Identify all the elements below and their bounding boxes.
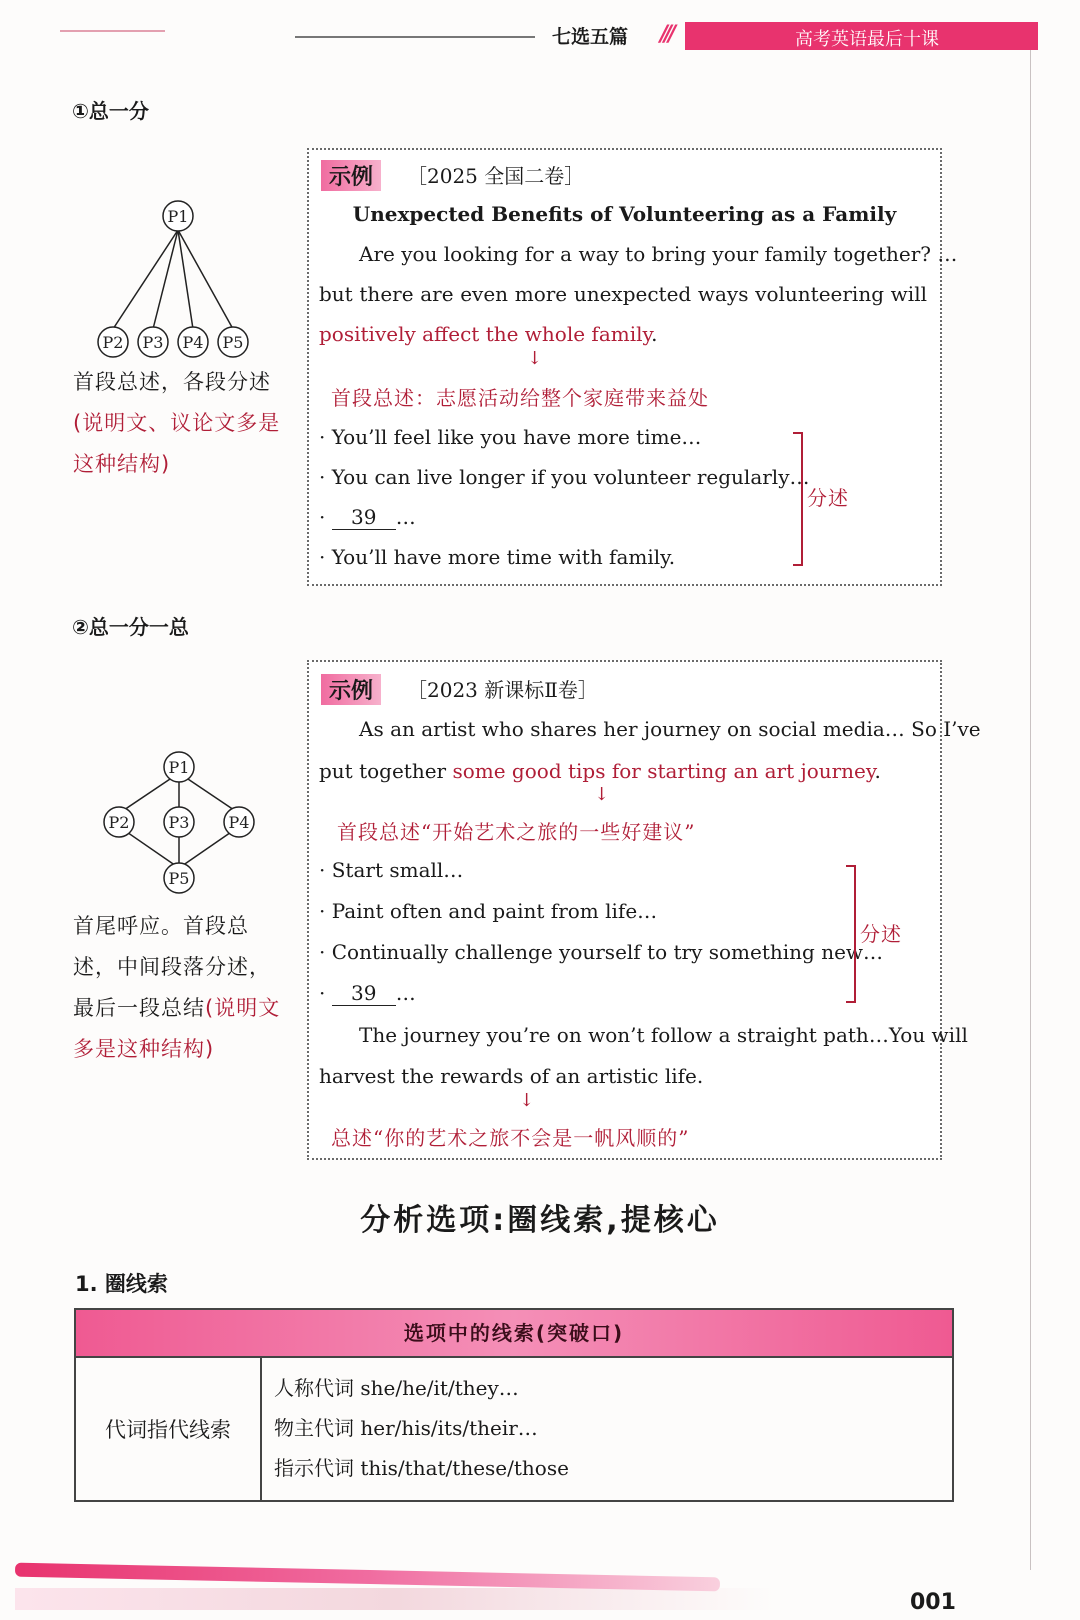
table-row	[76, 1358, 952, 1500]
page-number: 001	[910, 1590, 956, 1615]
s2-node-p2: P2	[108, 813, 130, 832]
example1-bullet-3: · 39 …	[319, 505, 416, 529]
header-slash-decoration: ///	[660, 22, 673, 47]
example2-line2: put together some good tips for starting an art journey.	[319, 759, 881, 783]
example2-source: ［2023 新课标Ⅱ卷］	[407, 678, 598, 702]
example1-arrow: ↓	[527, 348, 543, 369]
s1-desc-note: (说明文、议论文多是这种结构)	[73, 411, 281, 476]
analysis-title: 分析选项:圈线索,提核心	[360, 1203, 720, 1238]
example2-highlight: some good tips for starting an art journey	[452, 759, 875, 783]
example1-badge: 示例	[321, 160, 381, 191]
s1-desc-main: 首段总述，各段分述	[73, 370, 271, 394]
example2-closing-2: harvest the rewards of an artistic life.	[319, 1064, 704, 1088]
clue-item-possessive: 物主代词 her/his/its/their…	[274, 1416, 538, 1440]
example2-bullet-1: · Start small…	[319, 858, 464, 882]
example1-bullet-2: · You can live longer if you volunteer regularly…	[319, 465, 810, 489]
s2-desc-note: (说明文多是这种结构)	[73, 996, 281, 1061]
example2-blank: 39	[332, 981, 396, 1006]
example2-bracket-label: 分述	[860, 922, 902, 946]
header-book-title: 高考英语最后十课	[795, 29, 939, 50]
example2-note2: 总述“你的艺术之旅不会是一帆风顺的”	[331, 1126, 690, 1150]
clue-item-demonstrative: 指示代词 this/that/these/those	[274, 1456, 569, 1480]
header-decoration-mid	[295, 36, 535, 38]
example1-bullet-1: · You’ll feel like you have more time…	[319, 425, 702, 449]
s1-node-p2: P2	[102, 333, 124, 352]
clue-table	[74, 1308, 954, 1502]
clue-item-personal: 人称代词 she/he/it/they…	[274, 1376, 519, 1400]
structure2-diagram	[95, 750, 275, 900]
example1-headline: Unexpected Benefits of Volunteering as a Family	[352, 202, 897, 226]
s2-node-p3: P3	[168, 813, 190, 832]
example2-note1: 首段总述“开始艺术之旅的一些好建议”	[337, 820, 696, 844]
s2-node-p1: P1	[168, 758, 190, 777]
structure2-description	[73, 906, 288, 1070]
example2-bullet-2: · Paint often and paint from life…	[319, 899, 658, 923]
example1-bullet-4: · You’ll have more time with family.	[319, 545, 676, 569]
clue-category: 代词指代线索	[76, 1358, 262, 1500]
example2-arrow-1: ↓	[594, 784, 610, 805]
example2-closing-1: The journey you’re on won’t follow a straight path…You will	[359, 1023, 968, 1047]
example1-line1: Are you looking for a way to bring your family together? …	[359, 242, 958, 266]
s1-node-p4: P4	[182, 333, 204, 352]
structure1-title: ①总一分	[72, 99, 149, 123]
example2-line1: As an artist who shares her journey on social media… So I’ve	[359, 717, 981, 741]
s1-node-p5: P5	[222, 333, 244, 352]
clue-table-header: 选项中的线索(突破口)	[76, 1310, 952, 1358]
example1-note: 首段总述：志愿活动给整个家庭带来益处	[331, 386, 709, 410]
example2-arrow-2: ↓	[519, 1090, 535, 1111]
example1-line2: but there are even more unexpected ways volunteering will	[319, 282, 927, 306]
footer-band-shadow	[15, 1588, 775, 1610]
example2-bullet-3: · Continually challenge yourself to try something new…	[319, 940, 884, 964]
header-decoration-left	[60, 30, 165, 32]
structure1-description	[73, 362, 288, 485]
example1-box	[307, 148, 958, 586]
example1-bracket	[793, 432, 803, 566]
example2-box	[307, 660, 981, 1160]
s2-node-p4: P4	[228, 813, 250, 832]
page-right-rule	[1030, 50, 1031, 1570]
example2-badge: 示例	[321, 674, 381, 705]
example1-highlight: positively affect the whole family	[319, 322, 652, 346]
header-section-label: 七选五篇	[552, 26, 629, 48]
s1-node-p1: P1	[167, 207, 189, 226]
s2-desc-main: 首尾呼应。首段总述，中间段落分述，最后一段总结	[73, 914, 271, 1020]
analysis-subtitle: 1. 圈线索	[75, 1272, 168, 1296]
example1-bracket-label: 分述	[807, 486, 849, 510]
example2-bracket	[846, 865, 856, 1003]
s2-node-p5: P5	[168, 869, 190, 888]
example1-source: ［2025 全国二卷］	[407, 164, 585, 188]
example1-blank: 39	[332, 505, 396, 530]
structure2-title: ②总一分一总	[72, 615, 189, 639]
example1-line3: positively affect the whole family.	[319, 322, 658, 346]
s1-node-p3: P3	[142, 333, 164, 352]
structure1-diagram	[90, 200, 270, 360]
example2-bullet-4: · 39 …	[319, 981, 416, 1005]
